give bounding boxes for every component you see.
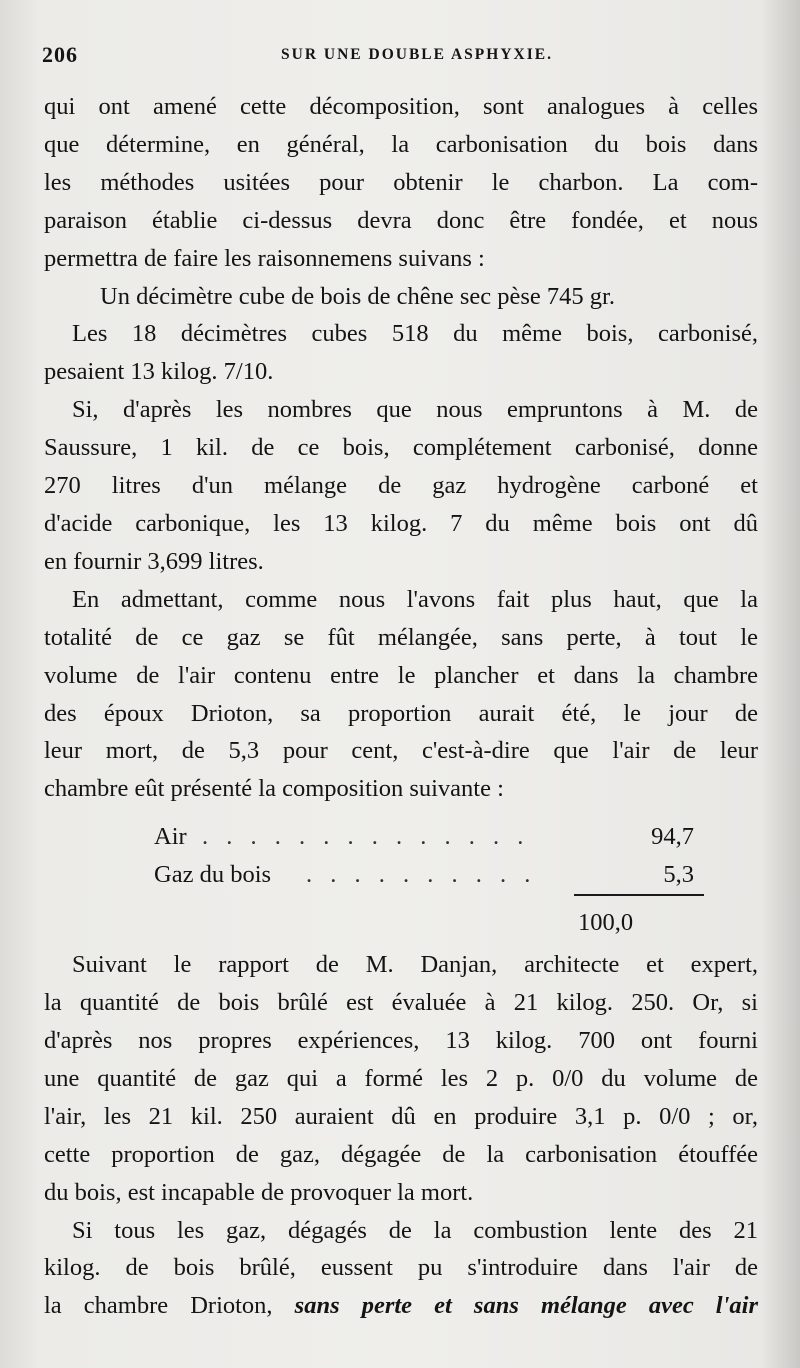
text-line: qui ont amené cette décomposition, sont analogues à celles: [44, 93, 758, 120]
text-line: permettra de faire les raisonnemens suivans :: [44, 244, 485, 272]
text-line: cette proportion de gaz, dégagée de la carbonisation étouffée: [44, 1140, 758, 1168]
text-line: d'acide carbonique, les 13 kilog. 7 du même bois ont dû: [44, 509, 758, 537]
sum-rule: [574, 894, 704, 896]
row-label: Air: [154, 823, 187, 851]
text-line: la quantité de bois brûlé est évaluée à 21 kilog. 250. Or, si: [44, 989, 758, 1017]
text-line: Si, d'après les nombres que nous empruntons à M. de: [72, 396, 758, 424]
italic-segment: sans perte et sans mélange avec l'air: [294, 1292, 758, 1320]
paragraph: [44, 581, 758, 808]
text-line: paraison établie ci-dessus devra donc être fondée, et nous: [44, 206, 758, 234]
text-line: du bois, est incapable de provoquer la mort.: [44, 1178, 474, 1206]
paragraph: [44, 278, 758, 316]
text-line: Si tous les gaz, dégagés de la combustion lente des 21: [72, 1216, 758, 1244]
text-line: volume de l'air contenu entre le plancher et dans la chambre: [44, 661, 758, 689]
row-value: 5,3: [663, 861, 694, 889]
paragraph: [44, 315, 758, 391]
text-line: 270 litres d'un mélange de gaz hydrogène carboné et: [44, 472, 758, 500]
text-line: En admettant, comme nous l'avons fait plus haut, que la: [72, 585, 758, 613]
leader-dots: . . . . . . . . . .: [306, 861, 537, 889]
page-number: 206: [42, 42, 78, 67]
running-head: SUR UNE DOUBLE ASPHYXIE.: [281, 46, 553, 63]
text-line: [44, 1287, 758, 1325]
text-line: des époux Drioton, sa proportion aurait été, le jour de: [44, 699, 758, 727]
text-line: leur mort, de 5,3 pour cent, c'est-à-dire que l'air de leur: [44, 737, 758, 765]
text-line: kilog. de bois brûlé, eussent pu s'introduire dans l'air de: [44, 1254, 758, 1282]
page-header: [42, 42, 752, 72]
paragraph: [44, 391, 758, 581]
row-label: Gaz du bois: [154, 861, 272, 889]
body-text: [44, 88, 758, 1325]
composition-table: [44, 816, 758, 946]
paragraph: [44, 946, 758, 1211]
text-line: Un décimètre cube de bois de chêne sec pèse 745 gr.: [100, 282, 615, 310]
paragraph: [44, 1212, 758, 1326]
row-value: 94,7: [651, 823, 694, 851]
table-row: [154, 856, 694, 892]
leader-dots: . . . . . . . . . . . . . .: [202, 823, 530, 851]
text-line: pesaient 13 kilog. 7/10.: [44, 358, 274, 386]
table-row: [154, 818, 694, 854]
text-line: en fournir 3,699 litres.: [44, 547, 264, 575]
text-line: que détermine, en général, la carbonisation du bois dans: [44, 130, 758, 158]
text-line: Les 18 décimètres cubes 518 du même bois, carbonisé,: [72, 320, 758, 348]
text-line: l'air, les 21 kil. 250 auraient dû en produire 3,1 p. 0/0 ; or,: [44, 1102, 758, 1130]
text-line: Suivant le rapport de M. Danjan, architecte et expert,: [72, 951, 758, 979]
text-line: totalité de ce gaz se fût mélangée, sans perte, à tout le: [44, 623, 758, 651]
text-line: les méthodes usitées pour obtenir le charbon. La com-: [44, 168, 758, 196]
text-line: Saussure, 1 kil. de ce bois, complétement carbonisé, donne: [44, 434, 758, 462]
paragraph: [44, 88, 758, 278]
table-total: 100,0: [578, 909, 634, 937]
text-line: d'après nos propres expériences, 13 kilog. 700 ont fourni: [44, 1027, 758, 1055]
text-line: une quantité de gaz qui a formé les 2 p. 0/0 du volume de: [44, 1064, 758, 1092]
text-segment: la chambre Drioton,: [44, 1292, 273, 1320]
text-line: chambre eût présenté la composition suivante :: [44, 775, 504, 803]
